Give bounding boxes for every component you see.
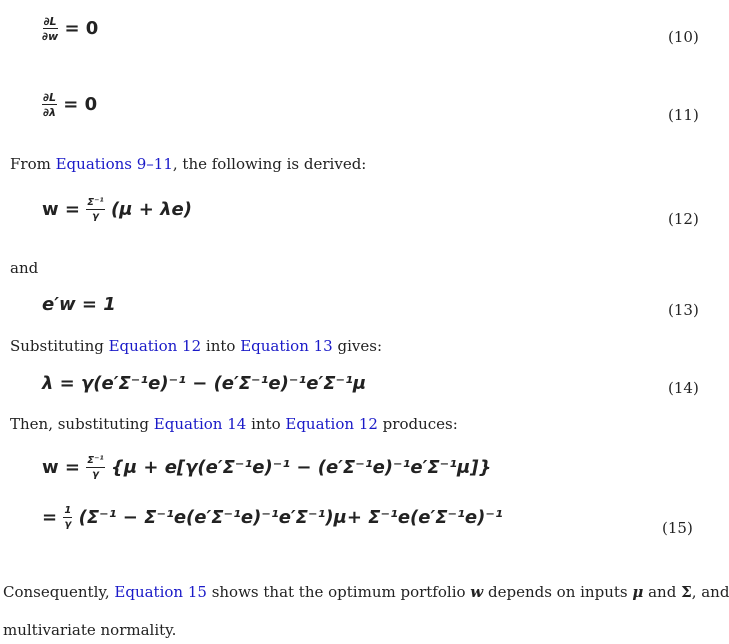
equation-10: $\frac{\partial L}{\partial w}$ = 0 <box>42 15 99 43</box>
equation-link[interactable]: Equation 15 <box>114 583 207 601</box>
equation-number: (15) <box>662 519 693 537</box>
equation-15-line-1: w = $\frac{\text{Σ⁻¹}}{\gamma}$ {μ + e[γ(e′Σ⁻¹e)⁻¹ − (e′Σ⁻¹e)⁻¹e′Σ⁻¹μ]} <box>42 455 492 480</box>
equation-13: e′w = 1 <box>42 294 116 315</box>
equation-number: (14) <box>668 379 699 397</box>
fraction: $\frac{\text{Σ⁻¹}}{\gamma}$ <box>87 455 104 480</box>
equation-15-line-2: = $\frac{1}{\gamma}$ (Σ⁻¹ − Σ⁻¹e(e′Σ⁻¹e)⁻¹e′Σ⁻¹)μ+ Σ⁻¹e(e′Σ⁻¹e)⁻¹ <box>42 505 503 530</box>
paragraph: Substituting Equation 12 into Equation 13 gives: <box>10 337 383 355</box>
equation-link[interactable]: Equation 13 <box>240 337 333 355</box>
fraction: $\frac{\partial L}{\partial w}$ <box>42 15 59 43</box>
equation-12: w = $\frac{\text{Σ⁻¹}}{\gamma}$ (μ + λe) <box>42 197 192 222</box>
equation-number: (11) <box>668 106 699 124</box>
paragraph-continuation: multivariate normality. <box>3 621 177 639</box>
equation-link[interactable]: Equation 12 <box>285 415 378 433</box>
equation-link[interactable]: Equation 12 <box>108 337 202 355</box>
fraction: $\frac{1}{\gamma}$ <box>64 505 72 530</box>
equation-number: (13) <box>668 301 699 319</box>
fraction: $\frac{\text{Σ⁻¹}}{\gamma}$ <box>87 197 104 222</box>
paragraph: From Equations 9–11, the following is derived: <box>10 155 367 173</box>
equation-number: (10) <box>668 28 699 46</box>
paragraph: Then, substituting Equation 14 into Equation 12 produces: <box>10 415 458 433</box>
equation-14: λ = γ(e′Σ⁻¹e)⁻¹ − (e′Σ⁻¹e)⁻¹e′Σ⁻¹μ <box>42 373 367 394</box>
paragraph: Consequently, Equation 15 shows that the optimum portfolio w depends on inputs μ and Σ, and <box>3 583 729 601</box>
fraction: $\frac{\partial L}{\partial\lambda}$ <box>43 91 56 119</box>
paragraph: and <box>10 259 39 277</box>
equation-11: $\frac{\partial L}{\partial\lambda}$ = 0 <box>43 91 98 119</box>
equation-number: (12) <box>668 210 699 228</box>
equation-link[interactable]: Equation 14 <box>153 415 247 433</box>
equation-link[interactable]: Equations 9–11 <box>55 155 173 173</box>
